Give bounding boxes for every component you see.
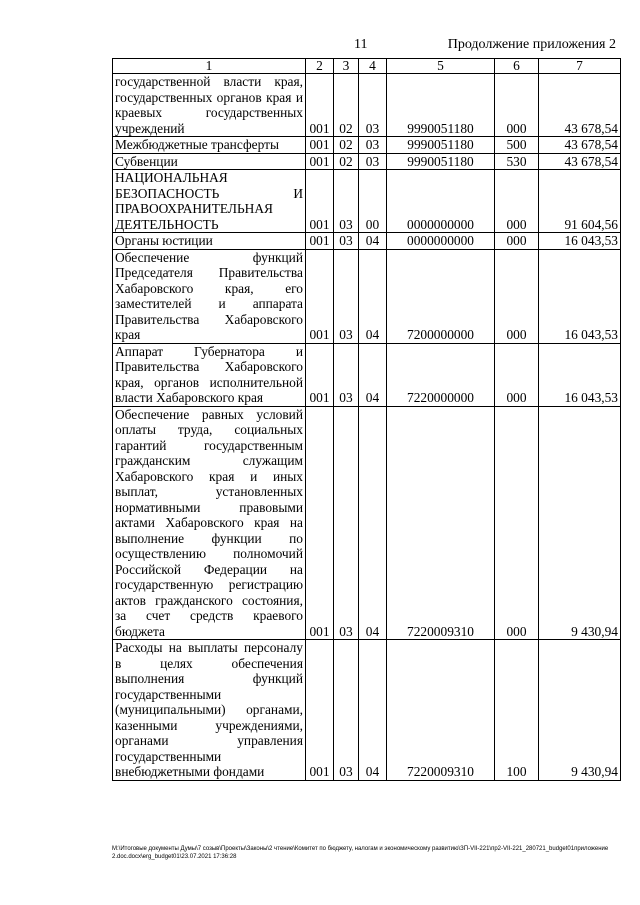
- cell-code-6: 000: [495, 406, 539, 640]
- cell-code-4: 04: [359, 640, 387, 781]
- cell-code-6: 500: [495, 137, 539, 154]
- table-row: [113, 640, 621, 781]
- cell-code-6: 000: [495, 249, 539, 343]
- row-name: Субвенции: [113, 153, 306, 170]
- continuation-label: Продолжение приложения 2: [447, 37, 616, 52]
- table-row: [113, 343, 621, 406]
- table-header-row: [113, 59, 621, 74]
- table-row: [113, 137, 621, 154]
- cell-amount: 91 604,56: [539, 170, 621, 233]
- cell-code-4: 03: [359, 153, 387, 170]
- col-header-5: 5: [387, 59, 495, 74]
- col-header-2: 2: [306, 59, 334, 74]
- cell-code-6: 000: [495, 343, 539, 406]
- cell-code-3: 03: [334, 233, 359, 250]
- cell-code-5: 9990051180: [387, 153, 495, 170]
- row-name: Органы юстиции: [113, 233, 306, 250]
- cell-code-6: 530: [495, 153, 539, 170]
- page-number: 11: [354, 37, 368, 52]
- table-row: [113, 233, 621, 250]
- cell-code-3: 03: [334, 640, 359, 781]
- table-row: [113, 249, 621, 343]
- cell-code-2: 001: [306, 153, 334, 170]
- table-row: [113, 170, 621, 233]
- cell-code-3: 03: [334, 249, 359, 343]
- cell-code-2: 001: [306, 170, 334, 233]
- cell-code-3: 02: [334, 137, 359, 154]
- cell-amount: 43 678,54: [539, 74, 621, 137]
- cell-code-4: 04: [359, 249, 387, 343]
- cell-amount: 9 430,94: [539, 406, 621, 640]
- table-row: [113, 406, 621, 640]
- cell-code-3: 03: [334, 170, 359, 233]
- cell-amount: 43 678,54: [539, 137, 621, 154]
- cell-code-4: 04: [359, 233, 387, 250]
- cell-amount: 9 430,94: [539, 640, 621, 781]
- cell-code-6: 000: [495, 74, 539, 137]
- table-row: [113, 74, 621, 137]
- cell-code-2: 001: [306, 249, 334, 343]
- col-header-4: 4: [359, 59, 387, 74]
- cell-code-4: 04: [359, 406, 387, 640]
- cell-code-5: 9990051180: [387, 74, 495, 137]
- cell-code-2: 001: [306, 343, 334, 406]
- row-name: Обеспечение равных условий оплаты труда, социальных гарантий государственным гражданским служащим Хабаровского края и иных выплат, установленных нормативными правовыми актами Хабаровского края на выполнение функции по осуществлению полномочий Российской Федерации на государственную регистрацию актов гражданского состояния, за счет средств краевого бюджета: [113, 406, 306, 640]
- col-header-6: 6: [495, 59, 539, 74]
- cell-code-6: 000: [495, 233, 539, 250]
- budget-table: [112, 58, 621, 781]
- cell-code-2: 001: [306, 406, 334, 640]
- row-name: Обеспечение функций Председателя Правительства Хабаровского края, его заместителей и аппарата Правительства Хабаровского края: [113, 249, 306, 343]
- cell-code-3: 03: [334, 406, 359, 640]
- cell-code-5: 7200000000: [387, 249, 495, 343]
- cell-amount: 16 043,53: [539, 233, 621, 250]
- cell-code-5: 7220009310: [387, 640, 495, 781]
- row-name: государственной власти края, государственных органов края и краевых государственных учреждений: [113, 74, 306, 137]
- cell-code-5: 7220000000: [387, 343, 495, 406]
- cell-code-3: 02: [334, 153, 359, 170]
- cell-code-2: 001: [306, 640, 334, 781]
- cell-code-5: 0000000000: [387, 233, 495, 250]
- col-header-7: 7: [539, 59, 621, 74]
- cell-code-3: 02: [334, 74, 359, 137]
- cell-code-2: 001: [306, 137, 334, 154]
- cell-code-5: 9990051180: [387, 137, 495, 154]
- cell-code-4: 04: [359, 343, 387, 406]
- cell-code-5: 7220009310: [387, 406, 495, 640]
- row-name: Аппарат Губернатора и Правительства Хабаровского края, органов исполнительной власти Хабаровского края: [113, 343, 306, 406]
- cell-code-6: 000: [495, 170, 539, 233]
- row-name: Расходы на выплаты персоналу в целях обеспечения выполнения функций государственными (муниципальными) органами, казенными учреждениями, органами управления государственными внебюджетными фондами: [113, 640, 306, 781]
- cell-code-6: 100: [495, 640, 539, 781]
- cell-code-3: 03: [334, 343, 359, 406]
- col-header-1: 1: [113, 59, 306, 74]
- cell-code-4: 03: [359, 74, 387, 137]
- cell-code-2: 001: [306, 74, 334, 137]
- cell-amount: 16 043,53: [539, 249, 621, 343]
- cell-amount: 16 043,53: [539, 343, 621, 406]
- col-header-3: 3: [334, 59, 359, 74]
- cell-code-4: 03: [359, 137, 387, 154]
- footer-file-path: М:\Итоговые документы Думы\7 созыв\Проекты\Законы\2 чтение\Комитет по бюджету, налогам и экономическому развитию\ЗП-VII-221\пр2-VII-221_280721_budget01приложение 2.doc.docx\erg_budget01\23.07.2021 17:36:28: [112, 846, 609, 860]
- cell-code-4: 00: [359, 170, 387, 233]
- cell-code-2: 001: [306, 233, 334, 250]
- cell-code-5: 0000000000: [387, 170, 495, 233]
- cell-amount: 43 678,54: [539, 153, 621, 170]
- row-name: Межбюджетные трансферты: [113, 137, 306, 154]
- row-name: НАЦИОНАЛЬНАЯ БЕЗОПАСНОСТЬ И ПРАВООХРАНИТЕЛЬНАЯ ДЕЯТЕЛЬНОСТЬ: [113, 170, 306, 233]
- table-row: [113, 153, 621, 170]
